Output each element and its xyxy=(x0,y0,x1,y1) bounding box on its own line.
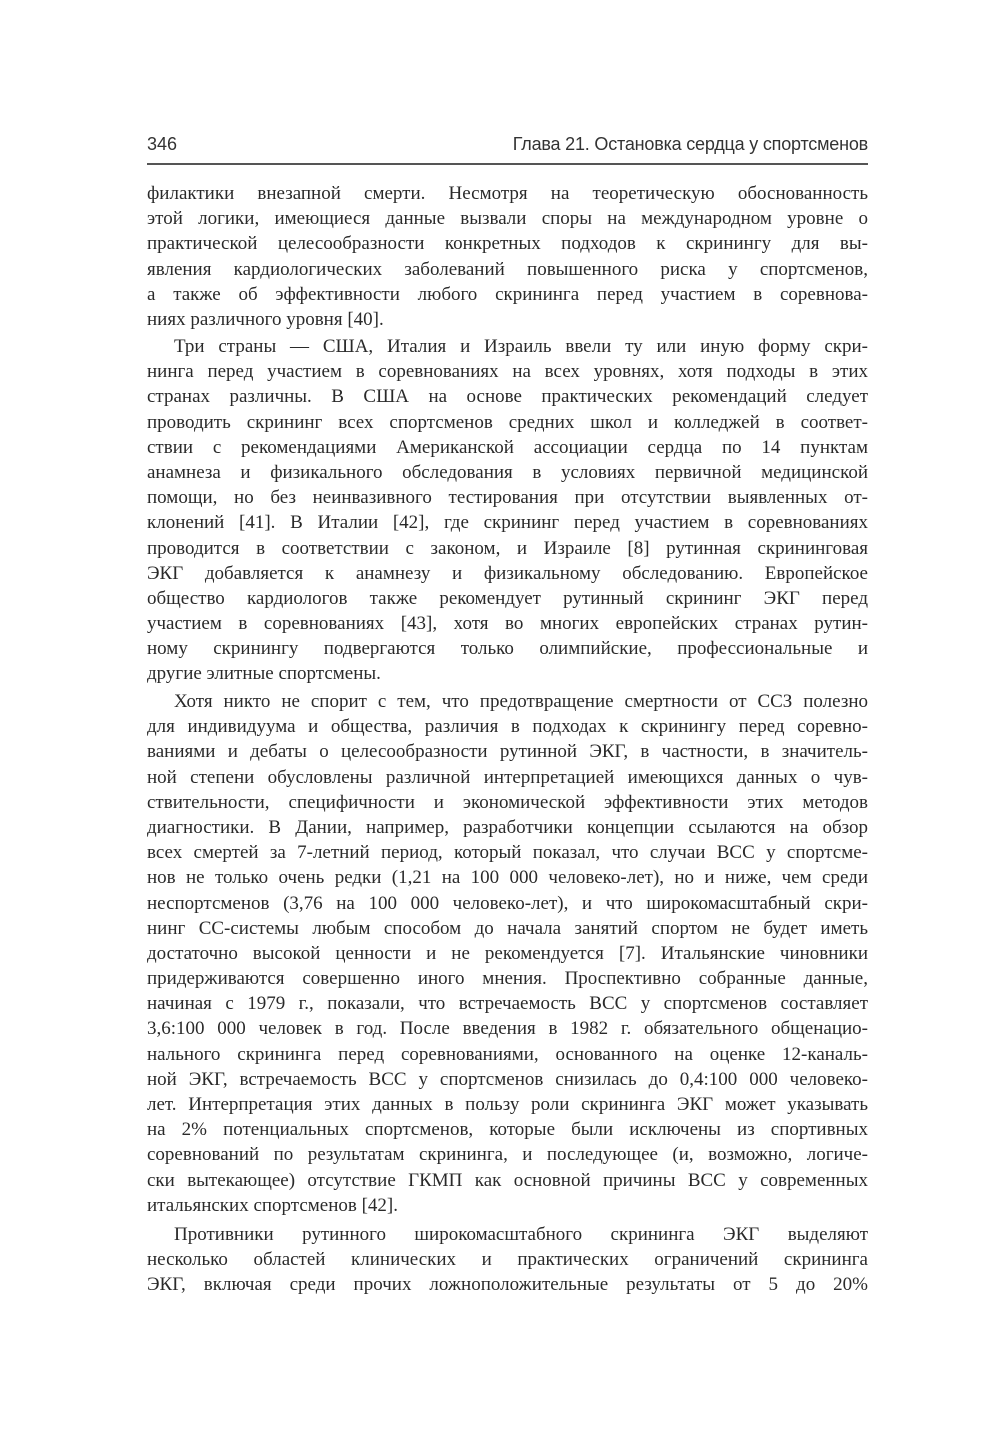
text-line: проводится в соответствии с законом, и Израиле [8] рутинная скрининговая xyxy=(147,537,868,559)
text-line: достаточно высокой ценности и не рекомендуется [7]. Итальянские чиновники xyxy=(147,942,868,964)
text-line: всех смертей за 7-летний период, который показал, что случаи ВСС у спортсме- xyxy=(147,842,868,864)
text-line: 3,6:100 000 человек в год. После введения в 1982 г. обязательного общенацио- xyxy=(147,1018,868,1040)
header-rule xyxy=(147,163,868,165)
text-line: практической целесообразности конкретных подходов к скринингу для вы- xyxy=(147,233,868,255)
text-line: придерживаются совершенно иного мнения. Проспективно собранные данные, xyxy=(147,968,868,990)
text-line: для индивидуума и общества, различия в подходах к скринингу перед соревно- xyxy=(147,716,868,738)
text-line: итальянских спортсменов [42]. xyxy=(147,1194,399,1216)
text-line: Противники рутинного широкомасштабного скрининга ЭКГ выделяют xyxy=(174,1224,868,1245)
chapter-title: Глава 21. Остановка сердца у спортсменов xyxy=(512,134,868,154)
text-line: лет. Интерпретация этих данных в пользу роли скрининга ЭКГ может указывать xyxy=(147,1094,868,1115)
text-line: филактики внезапной смерти. Несмотря на теоретическую обоснованность xyxy=(147,183,868,204)
page-number: 346 xyxy=(147,134,178,154)
text-line: ной степени обусловлены различной интерпретацией имеющихся данных о чув- xyxy=(147,766,868,788)
text-line: нинга перед участием в соревнованиях на всех уровнях, хотя подходы в этих xyxy=(147,361,868,383)
text-line: диагностики. В Дании, например, разработчики концепции ссылаются на обзор xyxy=(147,816,868,838)
text-line: общество кардиологов также рекомендует рутинный скрининг ЭКГ перед xyxy=(147,587,868,609)
text-line: ствии с рекомендациями Американской ассоциации сердца по 14 пунктам xyxy=(147,436,868,458)
text-line: другие элитные спортсмены. xyxy=(147,663,381,685)
text-line: анамнеза и физикального обследования в условиях первичной медицинской xyxy=(147,461,868,483)
text-line: на 2% потенциальных спортсменов, которые были исключены из спортивных xyxy=(147,1119,868,1141)
text-line: помощи, но без неинвазивного тестирования при отсутствии выявленных от- xyxy=(147,487,868,509)
text-line: Хотя никто не спорит с тем, что предотвращение смертности от ССЗ полезно xyxy=(174,691,868,712)
text-line: ствительности, специфичности и экономической эффективности этих методов xyxy=(147,791,868,813)
running-header xyxy=(147,134,868,158)
text-line: этой логики, имеющиеся данные вызвали споры на международном уровне о xyxy=(147,208,868,230)
text-line: Три страны — США, Италия и Израиль ввели ту или иную форму скри- xyxy=(174,336,868,357)
text-line: несколько областей клинических и практических ограничений скрининга xyxy=(147,1249,868,1271)
text-line: ниях различного уровня [40]. xyxy=(147,308,384,330)
text-line: ски вытекающее) отсутствие ГКМП как основной причины ВСС у современных xyxy=(147,1169,868,1191)
text-line: нального скрининга перед соревнованиями, основанного на оценке 12-каналь- xyxy=(147,1043,868,1065)
paragraph-2 xyxy=(147,334,868,687)
text-line: ному скринингу подвергаются только олимпийские, профессиональные и xyxy=(147,638,868,660)
text-line: странах различны. В США на основе практических рекомендаций следует xyxy=(147,386,868,408)
paragraph-1 xyxy=(147,181,868,332)
text-line: нов не только очень редки (1,21 на 100 000 человеко-лет), но и ниже, чем среди xyxy=(147,867,868,889)
paragraph-3 xyxy=(147,689,868,1218)
text-line: неспортсменов (3,76 на 100 000 человеко-лет), и что широкомасштабный скри- xyxy=(147,892,868,914)
text-line: клонений [41]. В Италии [42], где скрининг перед участием в соревнованиях xyxy=(147,512,868,534)
text-line: явления кардиологических заболеваний повышенного риска у спортсменов, xyxy=(147,258,868,280)
text-line: нинг СС-системы любым способом до начала занятий спортом не будет иметь xyxy=(147,917,868,939)
text-line: ваниями и дебаты о целесообразности рутинной ЭКГ, в частности, в значитель- xyxy=(147,741,868,763)
text-line: ЭКГ, включая среди прочих ложноположительные результаты от 5 до 20% xyxy=(147,1274,868,1296)
text-line: проводить скрининг всех спортсменов средних школ и колледжей в соответ- xyxy=(147,411,868,433)
paragraph-4 xyxy=(147,1222,868,1298)
text-line: а также об эффективности любого скрининга перед участием в соревнова- xyxy=(147,283,868,305)
text-line: соревнований по результатам скрининга, и последующее (и, возможно, логиче- xyxy=(147,1144,868,1166)
text-line: ЭКГ добавляется к анамнезу и физикальному обследованию. Европейское xyxy=(147,562,868,584)
text-line: начиная с 1979 г., показали, что встречаемость ВСС у спортсменов составляет xyxy=(147,993,868,1015)
text-line: участием в соревнованиях [43], хотя во многих европейских странах рутин- xyxy=(147,613,868,635)
text-line: ной ЭКГ, встречаемость ВСС у спортсменов снизилась до 0,4:100 000 человеко- xyxy=(147,1068,868,1090)
